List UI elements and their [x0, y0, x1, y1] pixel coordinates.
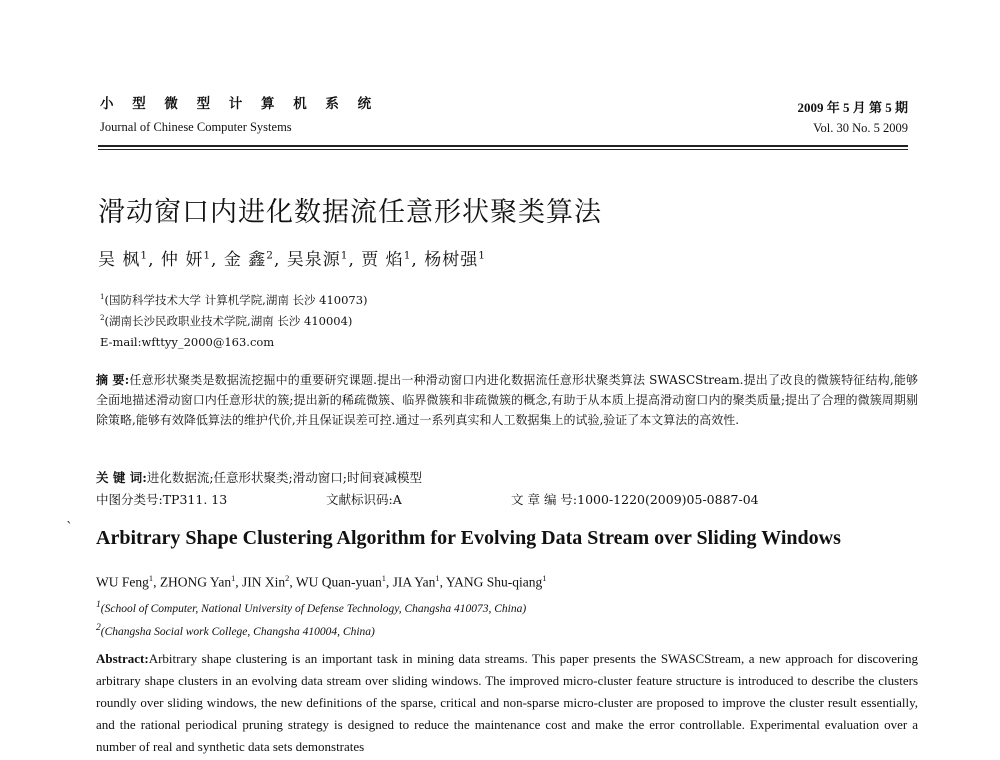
author-aff-mark: 1 — [203, 249, 212, 262]
author-list-cn: 吴 枫$^1$, 仲 妍$^1$, 金 鑫$^2$, 吴泉源$^1$, 贾 焰$^1$, 杨树强$^1$ — [98, 249, 486, 270]
abstract-en — [96, 648, 918, 758]
author-cn: 杨树强 — [424, 250, 479, 270]
journal-name-cn: 小 型 微 型 计 算 机 系 统 — [100, 96, 379, 112]
author-cn: 贾 焰 — [361, 250, 404, 270]
email-address: E-mail:wfttyy_2000@163.com — [100, 335, 275, 349]
author-en: JIN Xin — [242, 574, 286, 590]
aff-text: (School of Computer, National University of Defense Technology, Changsha 410073, China) — [100, 602, 527, 615]
author-aff-mark: 2 — [285, 574, 290, 583]
abstract-en-text: Arbitrary shape clustering is an important task in mining data streams. This paper presents the SWASCStream, a new approach for discovering arbitrary shape clusters in an evolving data stream over sliding windows. The improved micro-cluster feature structure is introduced to describe the clusters roundly over sliding windows, the new definitions of the sparse, critical and non-sparse micro-cluster are proposed to improve the cluster result essentially, and the rational periodical pruning strategy is designed to reduce the maintenance cost and make the error controllable. Experimental evaluation over a number of real and synthetic data sets demonstrates — [96, 651, 918, 754]
keywords-cn — [96, 468, 422, 486]
author-aff-mark: 1 — [148, 574, 154, 583]
author-aff-mark: 1 — [140, 249, 149, 262]
aff-text: (Changsha Social work College, Changsha 410004, China) — [100, 625, 375, 638]
author-cn: 金 鑫 — [223, 250, 267, 270]
author-en: ZHONG Yan — [159, 574, 232, 590]
author-cn: 仲 妍 — [160, 250, 204, 270]
article-number: 文 章 编 号:1000-1220(2009)05-0887-04 — [511, 492, 759, 507]
author-aff-mark: 1 — [435, 574, 440, 583]
author-aff-mark: 1 — [403, 249, 412, 262]
author-aff-mark: 1 — [381, 574, 386, 583]
paper-title-cn: 滑动窗口内进化数据流任意形状聚类算法 — [98, 197, 602, 228]
aff-number: 1 — [100, 292, 105, 302]
aff-number: 1 — [96, 599, 101, 610]
keywords-cn-label: 关 键 词: — [96, 470, 147, 485]
clc-number: 中图分类号:TP311. 13 — [96, 492, 228, 507]
abstract-en-label: Abstract: — [96, 651, 149, 666]
author-cn: 吴泉源 — [286, 250, 341, 270]
affiliation-en-2 — [96, 622, 375, 638]
header-rule-thin — [98, 149, 908, 150]
document-code: 文献标识码:A — [326, 492, 402, 507]
author-aff-mark: 2 — [266, 249, 274, 262]
author-list-en: WU Feng$^1$, ZHONG Yan$^1$, JIN Xin$^2$, WU Quan-yuan$^1$, JIA Yan$^1$, YANG Shu-qiang$^1$ — [96, 574, 547, 590]
header-rule-thick — [98, 145, 908, 147]
affiliation-en-1 — [96, 599, 526, 615]
affiliation-cn-2 — [100, 313, 352, 329]
abstract-cn-text: 任意形状聚类是数据流挖掘中的重要研究课题.提出一种滑动窗口内进化数据流任意形状聚类算法 SWASCStream.提出了改良的微簇特征结构,能够全面地描述滑动窗口内任意形状的簇;提出新的稀疏微簇、临界微簇和非疏微簇的概念,有助于从本质上提高滑动窗口内的聚类质量;提出了合理的微簇周期剔除策略,能够有效降低算法的维护代价,并且保证误差可控.通过一系列真实和人工数据集上的试验,验证了本文算法的高效性. — [96, 373, 919, 427]
abstract-cn-label: 摘 要: — [96, 373, 130, 387]
author-aff-mark: 1 — [542, 574, 547, 583]
aff-number: 2 — [96, 622, 101, 633]
author-en: JIA Yan — [392, 574, 436, 590]
keywords-cn-text: 进化数据流;任意形状聚类;滑动窗口;时间衰减模型 — [146, 470, 422, 485]
aff-text: (国防科学技术大学 计算机学院,湖南 长沙 410073) — [104, 293, 368, 307]
author-en: YANG Shu-qiang — [445, 574, 543, 590]
issue-date-cn: 2009 年 5 月 第 5 期 — [797, 100, 908, 115]
author-aff-mark: 1 — [340, 249, 349, 262]
author-en: WU Feng — [96, 574, 149, 590]
author-aff-mark: 1 — [231, 574, 236, 583]
abstract-cn — [96, 370, 918, 430]
author-en: WU Quan-yuan — [295, 574, 382, 590]
journal-name-en: Journal of Chinese Computer Systems — [100, 120, 292, 134]
volume-issue: Vol. 30 No. 5 2009 — [813, 121, 908, 135]
aff-number: 2 — [100, 313, 105, 323]
affiliation-cn-1 — [100, 292, 368, 308]
margin-mark: ` — [66, 520, 73, 536]
paper-title-en: Arbitrary Shape Clustering Algorithm for Evolving Data Stream over Sliding Windows — [96, 527, 841, 549]
author-cn: 吴 枫 — [98, 250, 141, 270]
aff-text: (湖南长沙民政职业技术学院,湖南 长沙 410004) — [104, 314, 353, 328]
author-aff-mark: 1 — [478, 249, 486, 262]
